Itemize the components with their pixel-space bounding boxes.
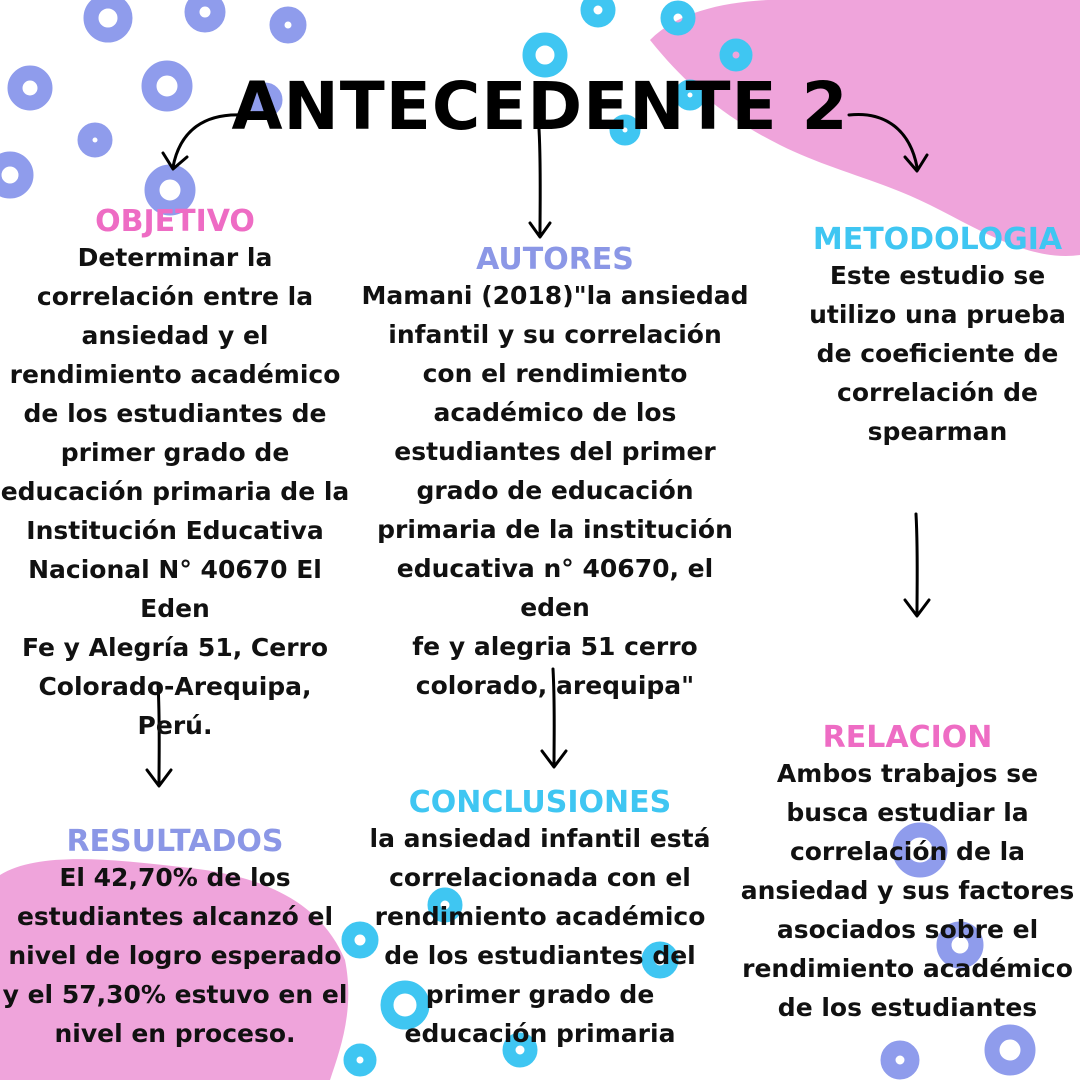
conclusiones-line: correlacionada con el — [389, 863, 691, 892]
resultados-heading: RESULTADOS — [66, 824, 284, 859]
objetivo-line: correlación entre la — [36, 282, 314, 311]
conclusiones-line: primer grado de — [425, 980, 655, 1009]
metodologia-heading: METODOLOGIA — [812, 222, 1063, 257]
conclusiones-line: de los estudiantes del — [384, 941, 696, 970]
relacion-line: rendimiento académico — [742, 954, 1073, 983]
autores-line: educativa n° 40670, el eden — [396, 554, 714, 622]
metodologia-text — [795, 256, 1080, 451]
metodologia-line: spearman — [867, 417, 1008, 446]
autores-line: primaria de la institución — [377, 515, 733, 544]
objetivo-line: Institución Educativa — [26, 516, 324, 545]
conclusiones-line: la ansiedad infantil está — [369, 824, 711, 853]
arrow-metodologia-to-relacion — [898, 510, 938, 630]
section-objetivo — [0, 204, 350, 745]
section-metodologia — [795, 222, 1080, 451]
autores-line: Mamani (2018)"la ansiedad — [361, 281, 749, 310]
objetivo-line: de los estudiantes de — [23, 399, 327, 428]
relacion-line: Ambos trabajos se — [776, 759, 1039, 788]
conclusiones-heading: CONCLUSIONES — [408, 785, 672, 820]
section-conclusiones — [360, 785, 720, 1053]
resultados-line: El 42,70% de los — [59, 863, 291, 892]
autores-line: infantil y su correlación — [388, 320, 722, 349]
autores-line: estudiantes del primer — [394, 437, 716, 466]
conclusiones-text — [360, 819, 720, 1053]
autores-line: colorado, arequipa" — [415, 671, 695, 700]
relacion-line: de los estudiantes — [777, 993, 1038, 1022]
section-resultados — [0, 824, 350, 1053]
section-autores — [360, 242, 750, 705]
objetivo-line: Nacional N° 40670 El Eden — [28, 555, 322, 623]
arrow-to-metodologia — [845, 105, 935, 180]
relacion-line: ansiedad y sus factores — [740, 876, 1075, 905]
autores-heading: AUTORES — [476, 242, 634, 277]
objetivo-line: Fe y Alegría 51, Cerro — [21, 633, 329, 662]
conclusiones-line: educación primaria — [404, 1019, 676, 1048]
objetivo-text — [0, 238, 350, 745]
page-title: ANTECEDENTE 2 — [231, 68, 849, 145]
metodologia-line: Este estudio se — [829, 261, 1046, 290]
metodologia-line: utilizo una prueba — [809, 300, 1066, 329]
objetivo-line: Determinar la — [77, 243, 273, 272]
relacion-text — [735, 754, 1080, 1027]
autores-text — [360, 276, 750, 705]
objetivo-line: rendimiento académico — [9, 360, 341, 389]
relacion-line: busca estudiar la — [786, 798, 1029, 827]
autores-line: académico de los — [433, 398, 677, 427]
metodologia-line: correlación de — [837, 378, 1038, 407]
relacion-line: correlación de la — [789, 837, 1026, 866]
objetivo-line: educación primaria de la — [0, 477, 350, 506]
autores-line: con el rendimiento — [422, 359, 688, 388]
resultados-line: y el 57,30% estuvo en el — [2, 980, 348, 1009]
objetivo-line: primer grado de — [60, 438, 290, 467]
objetivo-heading: OBJETIVO — [95, 204, 255, 239]
resultados-line: estudiantes alcanzó el — [16, 902, 334, 931]
autores-line: fe y alegria 51 cerro — [412, 632, 698, 661]
objetivo-line: Colorado-Arequipa, Perú. — [38, 672, 312, 740]
autores-line: grado de educación — [416, 476, 694, 505]
metodologia-line: de coeficiente de — [816, 339, 1059, 368]
resultados-line: nivel en proceso. — [54, 1019, 296, 1048]
conclusiones-line: rendimiento académico — [374, 902, 706, 931]
relacion-line: asociados sobre el — [776, 915, 1039, 944]
arrow-to-objetivo — [155, 105, 255, 185]
resultados-line: nivel de logro esperado — [8, 941, 342, 970]
resultados-text — [0, 858, 350, 1053]
objetivo-line: ansiedad y el — [81, 321, 269, 350]
section-relacion — [735, 720, 1080, 1027]
relacion-heading: RELACION — [822, 720, 993, 755]
arrow-to-autores — [525, 125, 555, 245]
